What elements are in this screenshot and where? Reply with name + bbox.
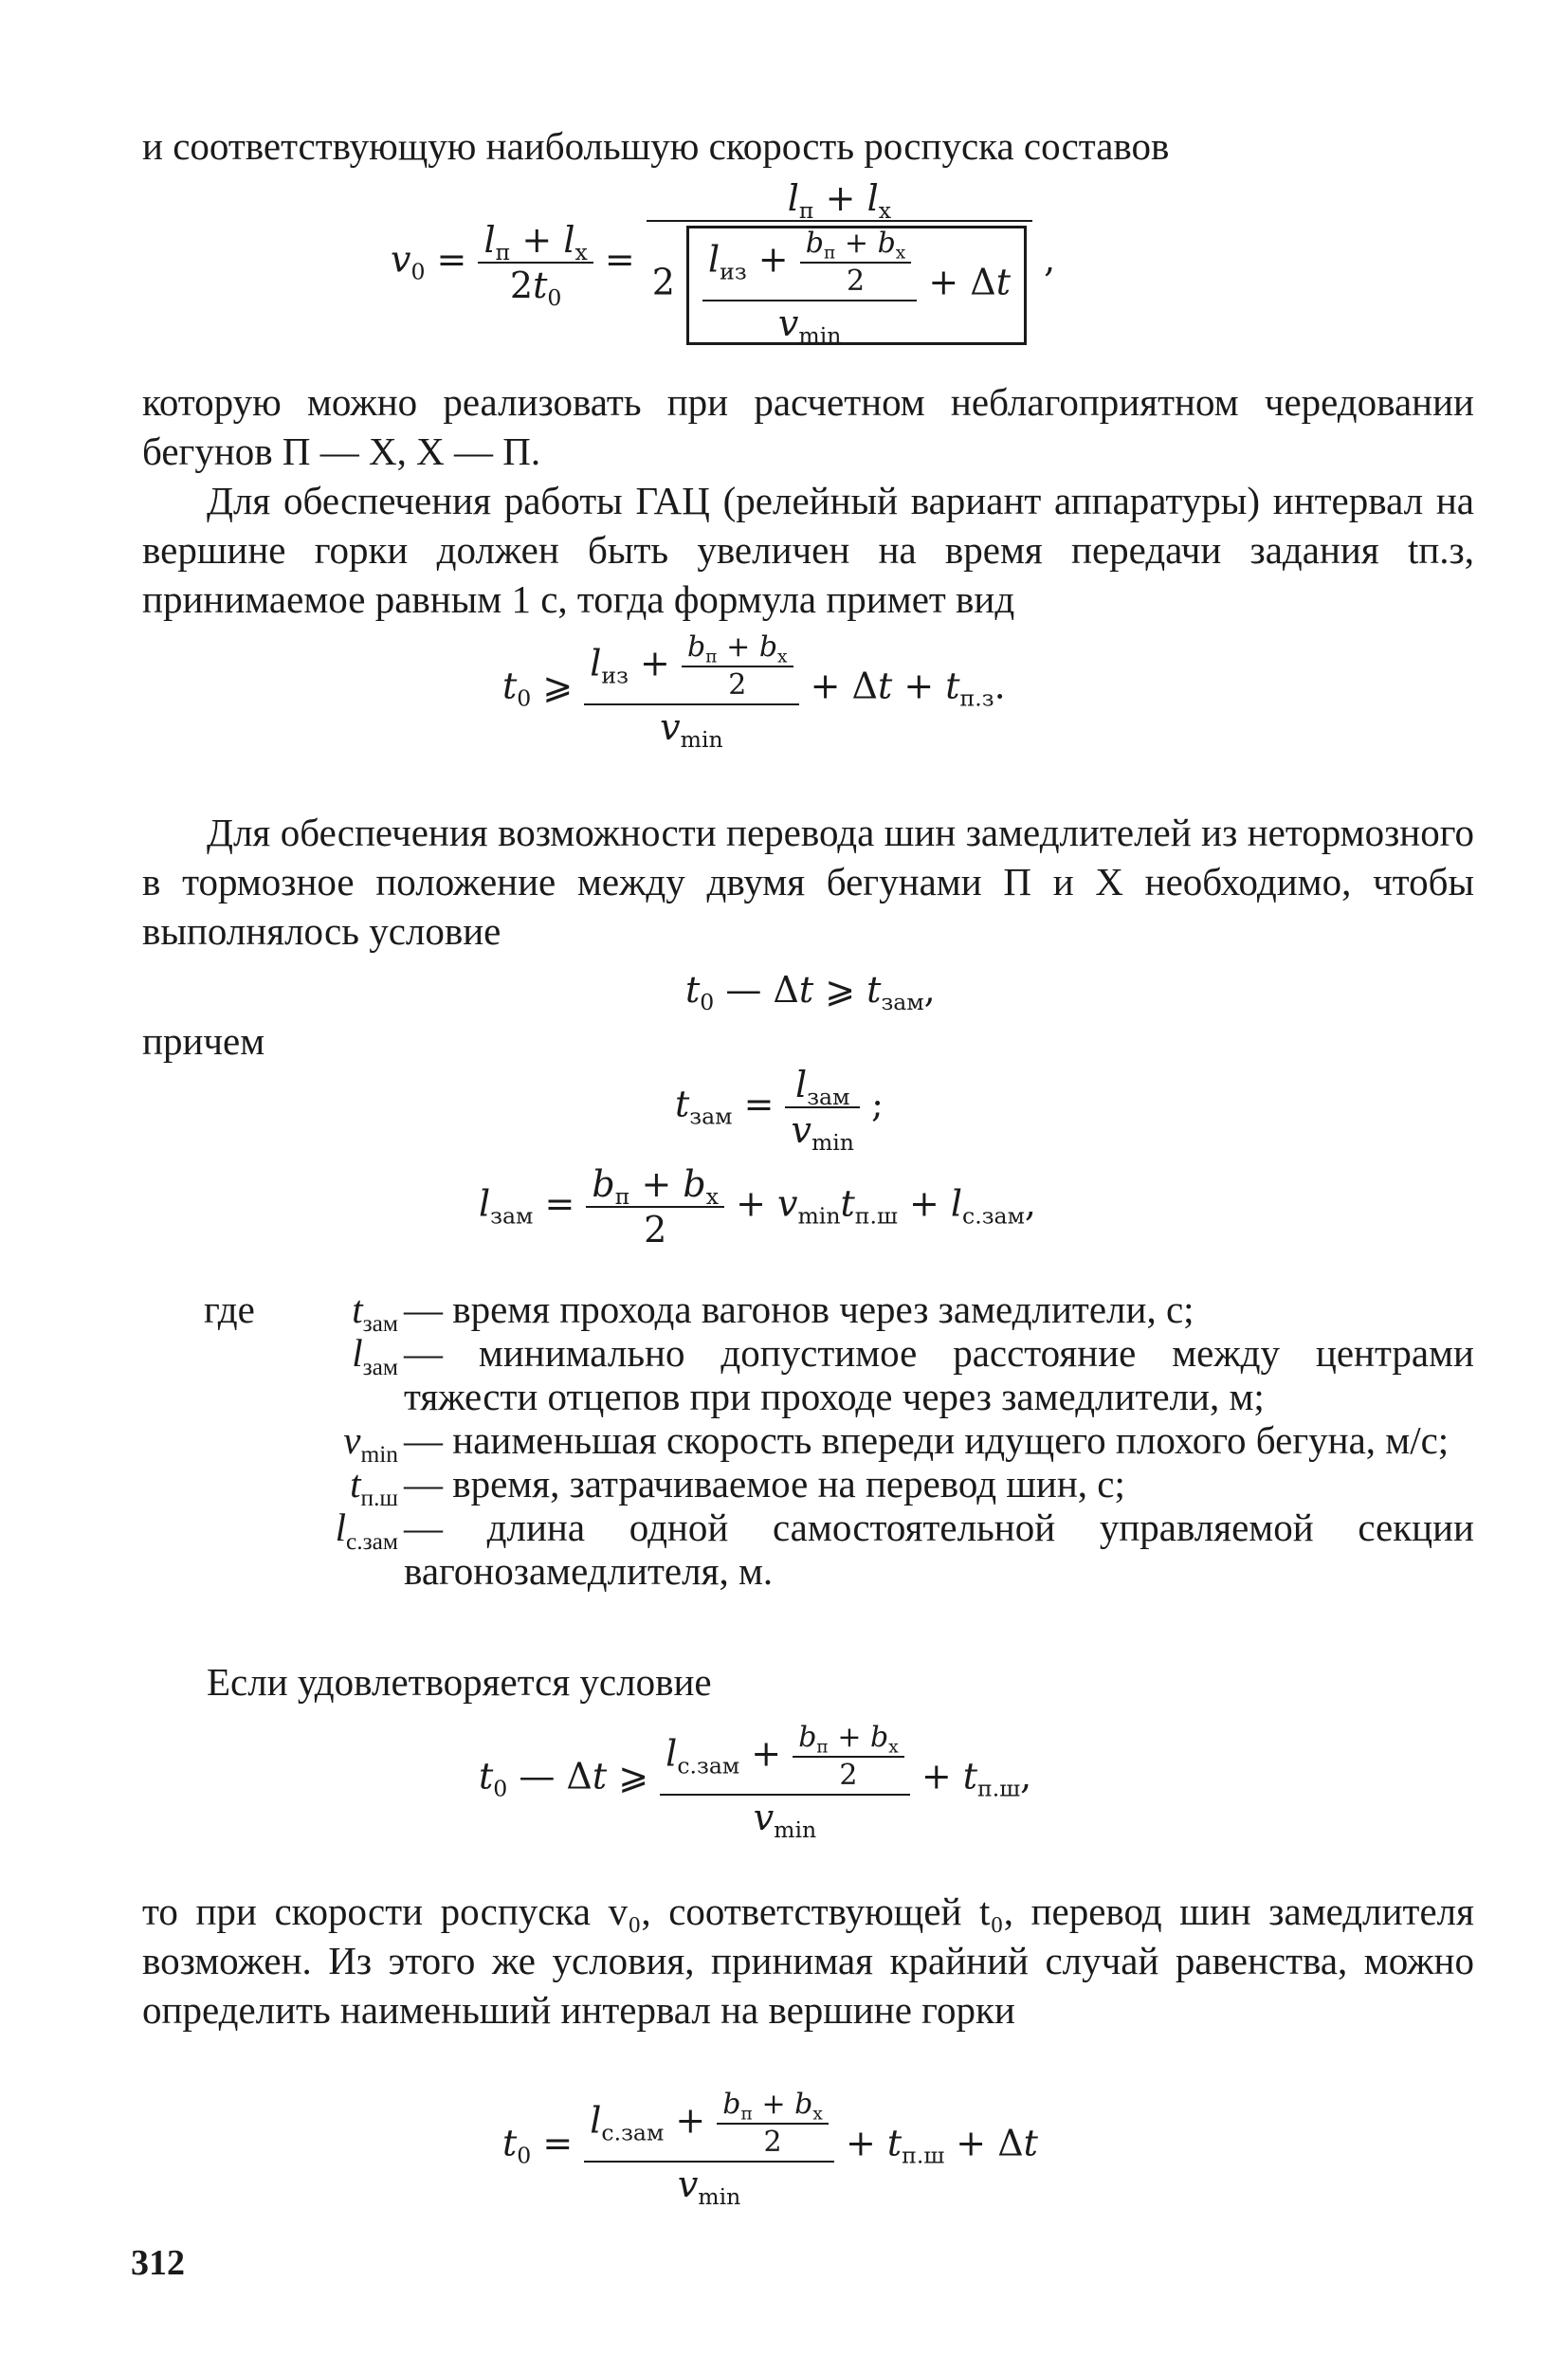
word-gde: где — [204, 1287, 255, 1331]
paragraph-final: то при скорости роспуска v₀, соответствующей t₀, перевод шин замедлителя возможен. Из этого же условия, принимая крайний случай равенства, можно определить наименьший интервал на вершине горки — [142, 1889, 1474, 2032]
equation-condition: $t_0$ — Δt ⩾ $t_{зам}$, — [685, 969, 936, 1016]
equation-t0-gac: $t_0$ ⩾ $l_{из}$ + $\frac{b_п + b_х}{2}$ $v_{min}$ + $\Delta t + t_{п.з}$. — [502, 630, 1006, 754]
paragraph-intro: и соответствующую наибольшую скорость роспуска составов — [142, 124, 1170, 168]
definition-row: $t_{п.ш}$ — время, затрачиваемое на перевод шин, с; — [350, 1462, 1125, 1511]
equation-v0: $v_0$ = $\frac{l_п + l_х}{2t_0}$ = $l_п + l_х$ 2 $l_{из}$ + $\frac{b_п + b_х}{2}$ $v_{min}$ + Δt , — [391, 177, 1056, 350]
definition-row: где $t_{зам}$ — время прохода вагонов через замедлители, с; — [204, 1287, 1194, 1337]
equation-condition-full: $t_0$ — Δt ⩾ $l_{с.зам}$ + $\frac{b_п + b_х}{2}$ $v_{min}$ + $t_{п.ш}$, — [479, 1721, 1032, 1844]
page-number: 312 — [131, 2243, 185, 2283]
word-prichem: причем — [142, 1019, 265, 1063]
paragraph-gac: Для обеспечения работы ГАЦ (релейный вариант аппаратуры) интервал на вершине горки должен быть увеличен на время передачи задания tп.з, принимаемое равным 1 с, тогда формула примет вид — [142, 479, 1474, 621]
paragraph-condition: Если удовлетворяется условие — [207, 1660, 712, 1704]
equation-t-zam: $t_{зам}$ = $\frac{l_{зам}}{v_{min}}$ ; — [675, 1064, 884, 1157]
definition-row: $l_{с.зам}$ — длина одной самостоятельной управляемой секции вагонозамедлителя, м. — [335, 1506, 1474, 1593]
definitions-list — [204, 1287, 1474, 1593]
paragraph-after-eq1: которую можно реализовать при расчетном неблагоприятном чередовании бегунов П — Х, Х — П. — [142, 380, 1474, 473]
definition-row: $l_{зам}$ — минимально допустимое расстояние между центрами тяжести отцепов при проходе через замедлители, м; — [352, 1331, 1474, 1418]
paragraph-retarder: Для обеспечения возможности перевода шин замедлителей из нетормозного в тормозное положение между двумя бегунами П и Х необходимо, чтобы выполнялось условие — [142, 811, 1474, 953]
equation-t0-final: $t_0$ = $l_{с.зам}$ + $\frac{b_п + b_х}{2}$ $v_{min}$ + $t_{п.ш} + \Delta t$ — [502, 2088, 1038, 2211]
definition-row: $v_{min}$ — наименьшая скорость впереди идущего плохого бегуна, м/с; — [343, 1418, 1449, 1468]
equation-l-zam: $l_{зам}$ = $\frac{b_п + b_х}{2}$ + $v_{min}t_{п.ш} + l_{с.зам}$, — [479, 1163, 1036, 1250]
